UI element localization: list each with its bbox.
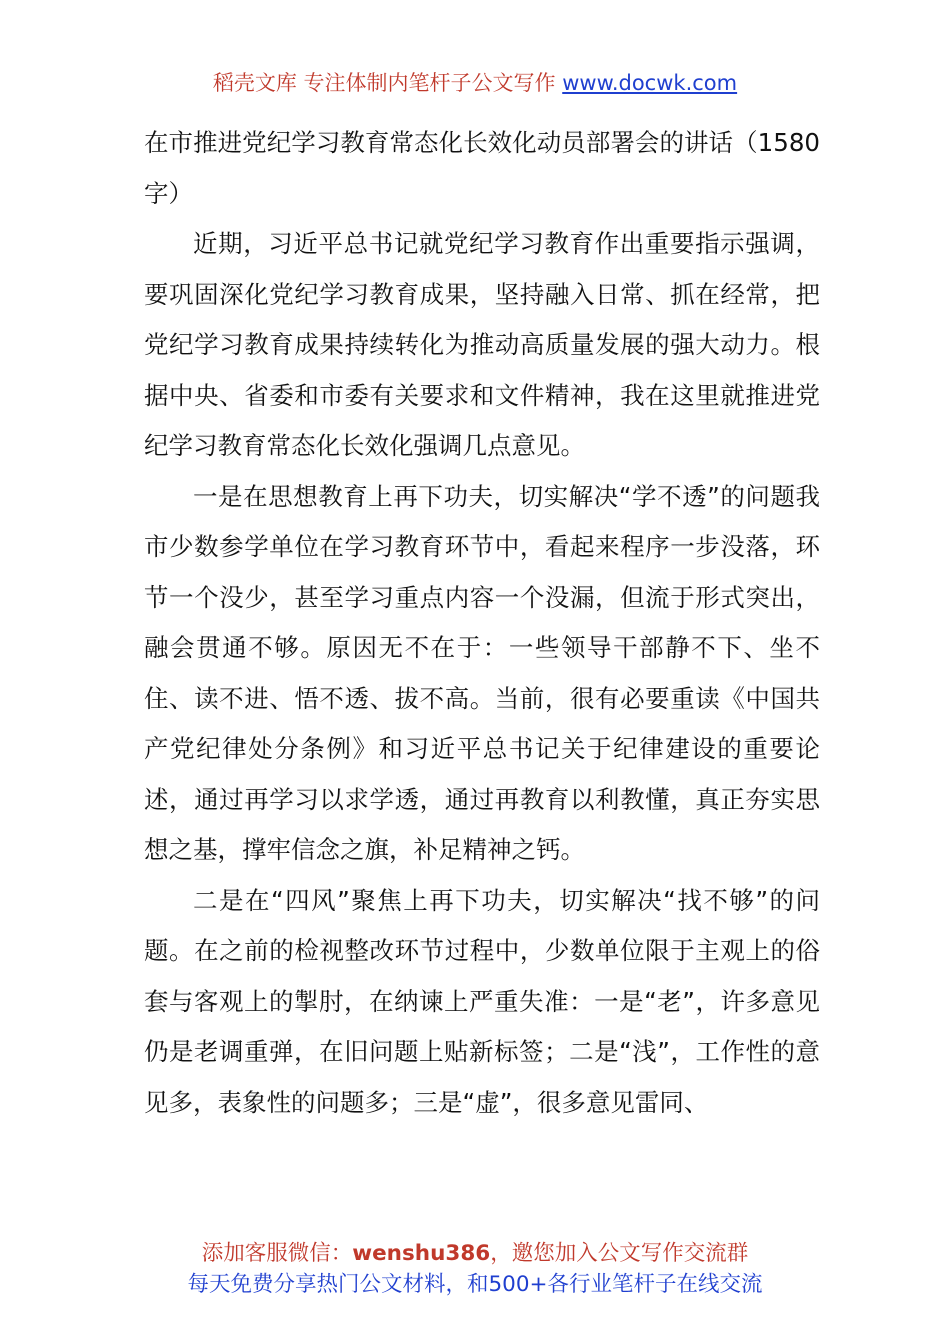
site-tagline: 稻壳文库 专注体制内笔杆子公文写作 [212,71,563,95]
document-body [144,118,820,1128]
footer-contact-line [0,1238,950,1269]
footer-wechat-id: wenshu386 [352,1241,491,1266]
footer-contact-suffix: ，邀您加入公文写作交流群 [490,1241,749,1266]
paragraph-1: 近期，习近平总书记就党纪学习教育作出重要指示强调，要巩固深化党纪学习教育成果，坚持融入日常、抓在经常，把党纪学习教育成果持续转化为推动高质量发展的强大动力。根据中央、省委和市委有关要求和文件精神，我在这里就推进党纪学习教育常态化长效化强调几点意见。 [144,229,820,460]
document-title: 在市推进党纪学习教育常态化长效化动员部署会的讲话（1580字） [144,128,820,208]
footer-contact-prefix: 添加客服微信： [201,1241,353,1266]
site-url-link[interactable]: www.docwk.com [562,71,738,95]
paragraph-2: 一是在思想教育上再下功夫，切实解决“学不透”的问题我市少数参学单位在学习教育环节中，看起来程序一步没落，环节一个没少，甚至学习重点内容一个没漏，但流于形式突出，融会贯通不够。原因无不在于：一些领导干部静不下、坐不住、读不进、悟不透、拔不高。当前，很有必要重读《中国共产党纪律处分条例》和习近平总书记关于纪律建设的重要论述，通过再学习以求学透，通过再教育以利教懂，真正夯实思想之基，撑牢信念之旗，补足精神之钙。 [144,481,820,864]
site-header [0,66,950,100]
promo-footer [0,1238,950,1300]
footer-promo-line: 每天免费分享热门公文材料，和500+各行业笔杆子在线交流 [187,1272,763,1297]
paragraph-3: 二是在“四风”聚焦上再下功夫，切实解决“找不够”的问题。在之前的检视整改环节过程中，少数单位限于主观上的俗套与客观上的掣肘，在纳谏上严重失准：一是“老”，许多意见仍是老调重弹，在旧问题上贴新标签；二是“浅”，工作性的意见多，表象性的问题多；三是“虚”，很多意见雷同、 [144,885,820,1117]
